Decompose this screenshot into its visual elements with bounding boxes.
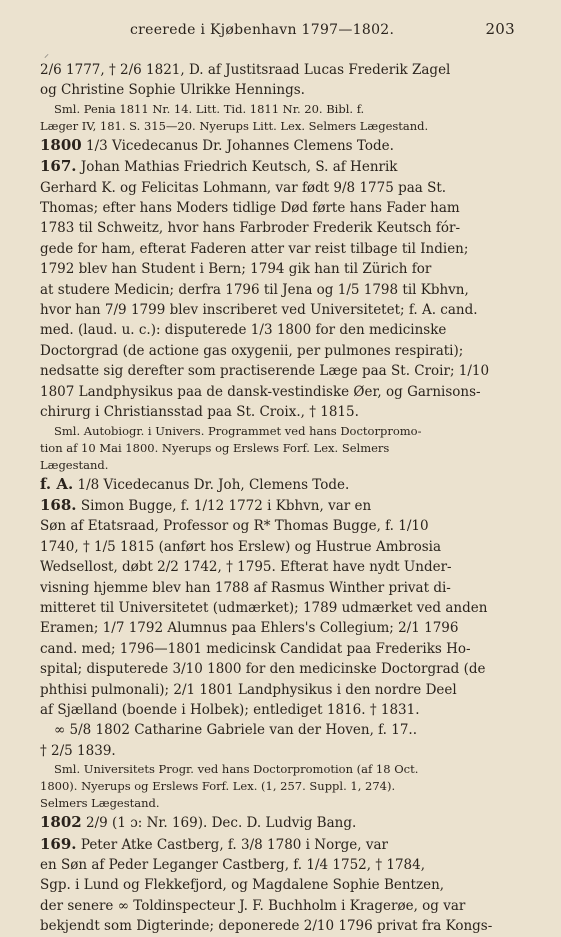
text-line: tion af 10 Mai 1800. Nyerups og Erslews Forf. Lex. Selmers xyxy=(40,440,390,455)
text-line: hvor han 7/9 1799 blev inscriberet ved Universitetet; f. A. cand. xyxy=(40,302,478,319)
text-line: † 2/5 1839. xyxy=(40,742,116,759)
text-line: Gerhard K. og Felicitas Lohmann, var født 9/8 1775 paa St. xyxy=(40,179,447,196)
entry-lead: 169. xyxy=(40,834,77,853)
line-rest: Peter Atke Castberg, f. 3/8 1780 i Norge, var xyxy=(76,836,389,853)
text-line: Sgp. i Lund og Flekkefjord, og Magdalene Sophie Bentzen, xyxy=(40,877,445,894)
text-line xyxy=(40,834,515,855)
text-line: 1783 til Schweitz, hvor hans Farbroder Frederik Keutsch fór- xyxy=(40,220,461,237)
text-line: 1807 Landphysikus paa de dansk-vestindiske Øer, og Garnisons- xyxy=(40,383,481,400)
text-line: Thomas; efter hans Moders tidlige Død førte hans Fader ham xyxy=(40,200,460,217)
running-head xyxy=(40,20,515,38)
text-line: Læger IV, 181. S. 315—20. Nyerups Litt. Lex. Selmers Lægestand. xyxy=(40,118,429,133)
text-line xyxy=(40,495,515,516)
line-rest: 1/3 Vicedecanus Dr. Johannes Clemens Tode. xyxy=(81,137,394,154)
text-line xyxy=(40,474,515,495)
text-line: spital; disputerede 3/10 1800 for den medicinske Doctorgrad (de xyxy=(40,661,486,678)
text-line: gede for ham, efterat Faderen atter var reist tilbage til Indien; xyxy=(40,240,469,257)
entry-lead: 1800 xyxy=(40,135,82,154)
text-line: Sml. Universitets Progr. ved hans Doctorpromotion (af 18 Oct. xyxy=(54,762,419,777)
body-text xyxy=(40,60,515,937)
text-line: 1800). Nyerups og Erslews Forf. Lex. (1, 257. Suppl. 1, 274). xyxy=(40,779,396,794)
line-rest: Johan Mathias Friedrich Keutsch, S. af Henrik xyxy=(76,159,398,176)
text-line: Doctorgrad (de actione gas oxygenii, per pulmones respirati); xyxy=(40,342,464,359)
text-line: der senere ∞ Toldinspecteur J. F. Buchholm i Kragerøe, og var xyxy=(40,897,466,914)
text-line: Wedsellost, døbt 2/2 1742, † 1795. Efterat have nydt Under- xyxy=(40,559,452,576)
text-line: 1740, † 1/5 1815 (anført hos Erslew) og Hustrue Ambrosia xyxy=(40,538,442,555)
page-number: 203 xyxy=(485,20,515,38)
line-rest: 1/8 Vicedecanus Dr. Joh, Clemens Tode. xyxy=(73,476,350,493)
text-line: og Christine Sophie Ulrikke Hennings. xyxy=(40,82,305,99)
text-line: med. (laud. u. c.): disputerede 1/3 1800 for den medicinske xyxy=(40,322,447,339)
text-line xyxy=(40,812,515,833)
text-line: visning hjemme blev han 1788 af Rasmus Winther privat di- xyxy=(40,579,451,596)
text-line xyxy=(40,156,515,177)
text-line xyxy=(40,135,515,156)
text-line: Lægestand. xyxy=(40,457,109,472)
text-line: en Søn af Peder Leganger Castberg, f. 1/4 1752, † 1784, xyxy=(40,857,426,873)
text-line: Sml. Penia 1811 Nr. 14. Litt. Tid. 1811 Nr. 20. Bibl. f. xyxy=(54,101,365,116)
entry-lead: 168. xyxy=(40,495,77,514)
entry-lead: 167. xyxy=(40,157,77,176)
text-line: Eramen; 1/7 1792 Alumnus paa Ehlers's Collegium; 2/1 1796 xyxy=(40,620,459,637)
text-line: 2/6 1777, † 2/6 1821, D. af Justitsraad Lucas Frederik Zagel xyxy=(40,62,451,78)
entry-lead: f. A. xyxy=(40,474,74,493)
text-line: Søn af Etatsraad, Professor og R* Thomas Bugge, f. 1/10 xyxy=(40,518,429,535)
text-line: phthisi pulmonali); 2/1 1801 Landphysikus i den nordre Deel xyxy=(40,681,457,698)
text-line: at studere Medicin; derfra 1796 til Jena og 1/5 1798 til Kbhvn, xyxy=(40,281,469,298)
text-line: nedsatte sig derefter som practiserende Læge paa St. Croir; 1/10 xyxy=(40,363,490,380)
entry-lead: 1802 xyxy=(40,813,82,832)
text-line: Selmers Lægestand. xyxy=(40,796,160,811)
text-line: cand. med; 1796—1801 medicinsk Candidat paa Frederiks Ho- xyxy=(40,640,471,657)
line-rest: Simon Bugge, f. 1/12 1772 i Kbhvn, var en xyxy=(76,497,372,514)
text-line: 1792 blev han Student i Bern; 1794 gik han til Zürich for xyxy=(40,261,432,278)
text-line: ∞ 5/8 1802 Catharine Gabriele van der Hoven, f. 17.. xyxy=(54,722,418,739)
text-line: mitteret til Universitetet (udmærket); 1789 udmærket ved anden xyxy=(40,599,488,616)
running-title: creerede i Kjøbenhavn 1797—1802. xyxy=(130,22,395,38)
text-line: bekjendt som Digterinde; deponerede 2/10 1796 privat fra Kongs- xyxy=(40,918,493,935)
text-line: Sml. Autobiogr. i Univers. Programmet ved hans Doctorpromo- xyxy=(54,423,422,438)
line-rest: 2/9 (1 ɔ: Nr. 169). Dec. D. Ludvig Bang. xyxy=(81,815,357,832)
corner-mark: ⸝ xyxy=(44,49,49,60)
text-line: chirurg i Christiansstad paa St. Croix., † 1815. xyxy=(40,404,359,421)
text-line: af Sjælland (boende i Holbek); entlediget 1816. † 1831. xyxy=(40,701,420,718)
